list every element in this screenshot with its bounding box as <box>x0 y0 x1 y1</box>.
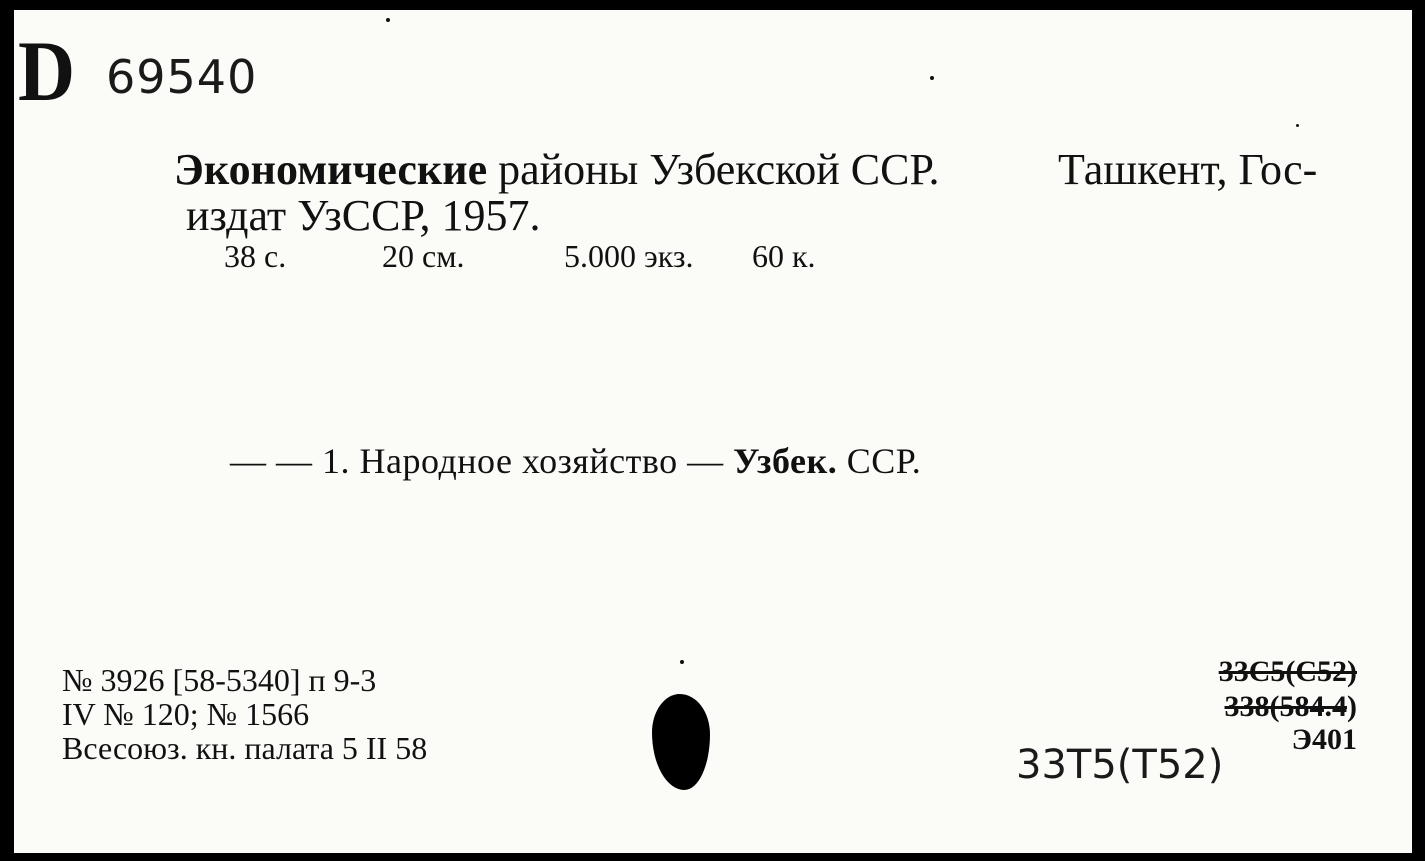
subject-bold: Узбек. <box>733 441 838 481</box>
book-size: 20 см. <box>382 238 465 274</box>
handwritten-classification: 33Т5(Т52) <box>1016 742 1224 788</box>
catalog-letter: D <box>18 23 76 119</box>
card-edge <box>1417 0 1425 861</box>
subject-heading <box>230 440 921 482</box>
publication-place: Ташкент, Гос- <box>1058 145 1318 194</box>
ink-speck <box>680 660 684 664</box>
book-chamber-stamp: Всесоюз. кн. палата 5 II 58 <box>62 730 428 766</box>
ink-speck <box>386 18 390 22</box>
title-rest: районы Узбекской ССР. <box>487 145 940 194</box>
classification-line-3: Э401 <box>1291 723 1357 756</box>
title-line-1 <box>174 144 939 195</box>
registry-codes: IV № 120; № 1566 <box>62 696 310 732</box>
ink-speck <box>930 76 934 80</box>
handwritten-card-number: 69540 <box>106 50 258 104</box>
classification-line-1: 33С5(С52) <box>1218 655 1357 688</box>
print-run: 5.000 экз. <box>564 238 694 274</box>
subject-suffix: ССР. <box>837 441 922 481</box>
subject-prefix: — — 1. Народное хозяйство — <box>230 441 734 481</box>
classification-struck: 338(584.4 <box>1224 690 1347 723</box>
title-first-word: Экономические <box>174 145 488 194</box>
price: 60 к. <box>752 238 816 274</box>
registry-number: № 3926 [58-5340] п 9-3 <box>62 662 377 698</box>
ink-speck <box>1296 124 1299 127</box>
classification-tail: ) <box>1347 690 1357 723</box>
page-count: 38 с. <box>224 238 287 274</box>
publisher-year: издат УзССР, 1957. <box>186 191 541 240</box>
classification-line-2 <box>1225 690 1358 724</box>
